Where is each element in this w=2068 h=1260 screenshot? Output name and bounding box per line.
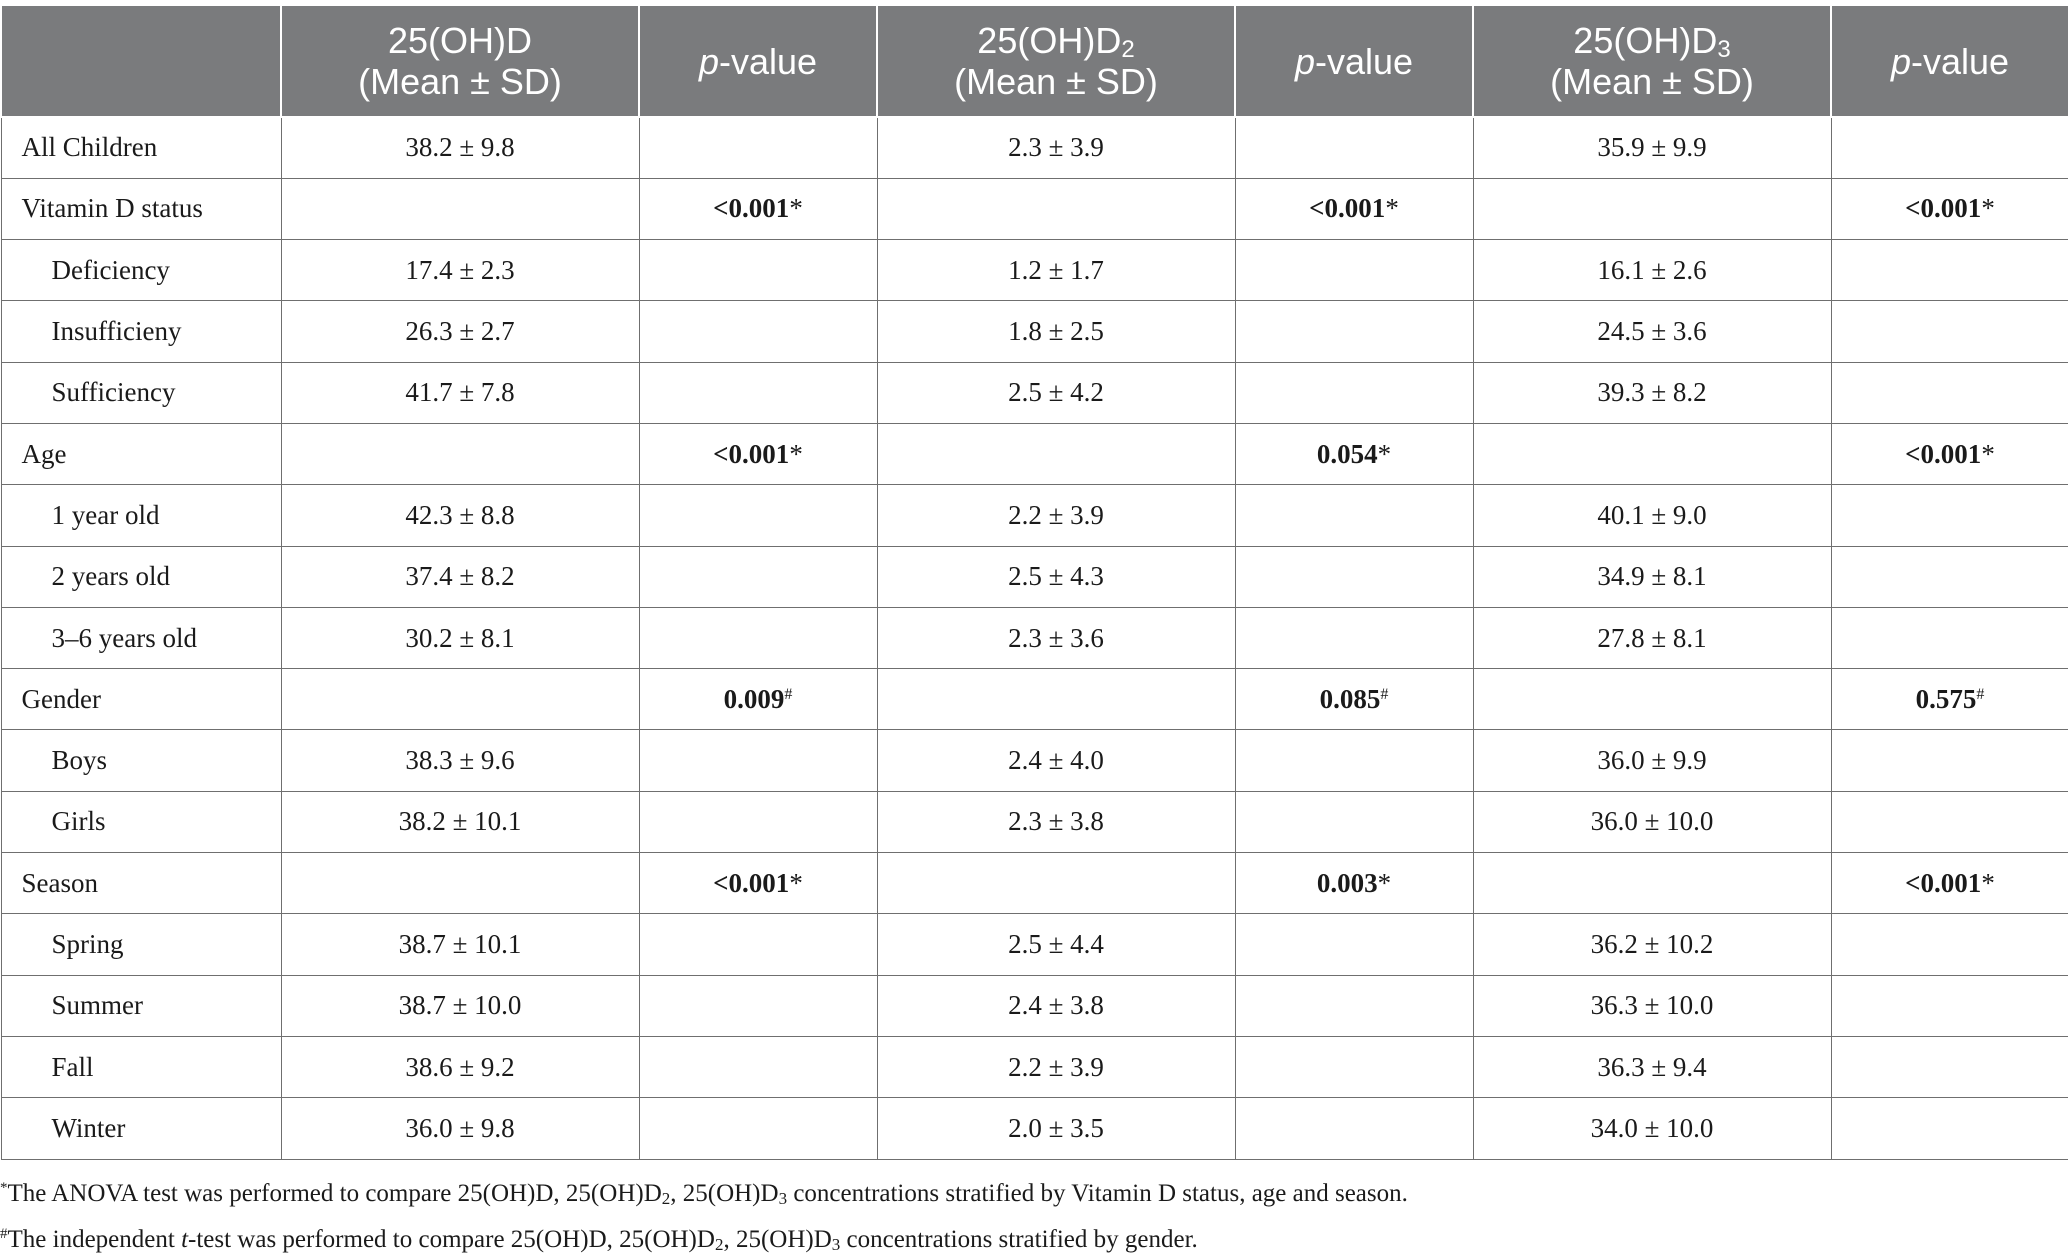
header-25ohd2-sub: 2 <box>1121 36 1135 63</box>
table-row <box>1 240 2068 301</box>
p-value-cell <box>1235 1098 1473 1159</box>
table-row <box>1 362 2068 423</box>
significance-mark: * <box>1981 867 1995 898</box>
header-25ohd2-stat: (Mean ± SD) <box>954 61 1158 102</box>
p-value: <0.001 <box>1905 438 1982 469</box>
mean-sd-cell: 26.3 ± 2.7 <box>281 301 639 362</box>
table-row <box>1 423 2068 484</box>
p-value: <0.001 <box>1905 193 1982 224</box>
mean-sd-cell: 38.7 ± 10.1 <box>281 914 639 975</box>
p-value-cell <box>1235 730 1473 791</box>
p-value-cell <box>639 485 877 546</box>
p-value-cell <box>1831 178 2068 239</box>
mean-sd-cell <box>281 178 639 239</box>
row-label: Season <box>1 853 281 914</box>
mean-sd-cell: 2.3 ± 3.8 <box>877 791 1235 852</box>
mean-sd-cell: 38.2 ± 10.1 <box>281 791 639 852</box>
mean-sd-cell: 2.5 ± 4.4 <box>877 914 1235 975</box>
p-value-cell <box>1831 485 2068 546</box>
row-label: Sufficiency <box>1 362 281 423</box>
p-value-cell <box>639 669 877 730</box>
p-value-cell <box>639 853 877 914</box>
table-row <box>1 914 2068 975</box>
p-value-cell <box>1831 730 2068 791</box>
p-value-cell <box>1235 240 1473 301</box>
p-value-cell <box>1831 975 2068 1036</box>
p-value-cell <box>639 730 877 791</box>
row-label: Girls <box>1 791 281 852</box>
p-value-cell <box>639 301 877 362</box>
mean-sd-cell: 34.0 ± 10.0 <box>1473 1098 1831 1159</box>
p-value-cell <box>1831 301 2068 362</box>
mean-sd-cell: 1.8 ± 2.5 <box>877 301 1235 362</box>
mean-sd-cell <box>281 423 639 484</box>
header-pvalue-2 <box>1235 5 1473 117</box>
mean-sd-cell: 2.4 ± 3.8 <box>877 975 1235 1036</box>
p-value-cell <box>1235 791 1473 852</box>
table-row <box>1 485 2068 546</box>
mean-sd-cell: 16.1 ± 2.6 <box>1473 240 1831 301</box>
mean-sd-cell: 27.8 ± 8.1 <box>1473 607 1831 668</box>
header-25ohd <box>281 5 639 117</box>
p-value-cell <box>639 178 877 239</box>
footnote-text: concentrations stratified by Vitamin D status, age and season. <box>787 1180 1408 1207</box>
mean-sd-cell: 36.3 ± 10.0 <box>1473 975 1831 1036</box>
header-pvalue-p: p <box>1890 40 1911 82</box>
mean-sd-cell: 41.7 ± 7.8 <box>281 362 639 423</box>
table-row <box>1 607 2068 668</box>
table-row <box>1 975 2068 1036</box>
significance-mark: * <box>789 438 803 469</box>
mean-sd-cell: 42.3 ± 8.8 <box>281 485 639 546</box>
row-label: Gender <box>1 669 281 730</box>
p-value-cell <box>639 607 877 668</box>
p-value-cell <box>1235 362 1473 423</box>
mean-sd-cell: 2.3 ± 3.9 <box>877 117 1235 178</box>
row-label: 2 years old <box>1 546 281 607</box>
row-label: 3–6 years old <box>1 607 281 668</box>
p-value-cell <box>1831 1098 2068 1159</box>
row-label: Deficiency <box>1 240 281 301</box>
p-value-cell <box>639 1098 877 1159</box>
mean-sd-cell: 34.9 ± 8.1 <box>1473 546 1831 607</box>
footnote-subscript: 3 <box>831 1235 841 1254</box>
header-pvalue-1 <box>639 5 877 117</box>
table-row <box>1 1098 2068 1159</box>
p-value: <0.001 <box>1905 867 1982 898</box>
p-value-cell <box>1235 301 1473 362</box>
table-row <box>1 730 2068 791</box>
table-row <box>1 117 2068 178</box>
header-25ohd2 <box>877 5 1235 117</box>
header-pvalue-suffix: -value <box>718 40 818 82</box>
mean-sd-cell: 38.7 ± 10.0 <box>281 975 639 1036</box>
p-value-cell <box>1235 423 1473 484</box>
p-value: 0.003 <box>1316 867 1378 898</box>
mean-sd-cell: 2.2 ± 3.9 <box>877 485 1235 546</box>
footnote-text: , 25(OH)D <box>670 1180 779 1207</box>
footnote-text: The independent <box>7 1226 182 1253</box>
footnote-anova <box>0 1168 2068 1214</box>
p-value-cell <box>1831 791 2068 852</box>
mean-sd-cell <box>1473 669 1831 730</box>
significance-mark: * <box>789 193 803 224</box>
p-value-cell <box>639 240 877 301</box>
p-value-cell <box>1235 178 1473 239</box>
p-value: 0.085 <box>1319 683 1381 714</box>
table-row <box>1 853 2068 914</box>
table-row <box>1 1036 2068 1097</box>
p-value-cell <box>1831 117 2068 178</box>
p-value-cell <box>1831 669 2068 730</box>
header-25ohd3-sub: 3 <box>1717 36 1731 63</box>
p-value-cell <box>1831 240 2068 301</box>
mean-sd-cell <box>877 423 1235 484</box>
row-label: Insufficieny <box>1 301 281 362</box>
mean-sd-cell <box>281 669 639 730</box>
footnote-subscript: 3 <box>778 1189 788 1208</box>
header-pvalue-suffix: -value <box>1910 40 2010 82</box>
table-header <box>1 5 2068 117</box>
mean-sd-cell <box>1473 423 1831 484</box>
table-row <box>1 301 2068 362</box>
footnote-text: The ANOVA test was performed to compare 25(OH)D, 25(OH)D <box>7 1180 662 1207</box>
p-value: <0.001 <box>713 867 790 898</box>
significance-mark: * <box>1981 193 1995 224</box>
mean-sd-cell <box>877 178 1235 239</box>
mean-sd-cell: 2.5 ± 4.3 <box>877 546 1235 607</box>
row-label: Fall <box>1 1036 281 1097</box>
mean-sd-cell: 2.3 ± 3.6 <box>877 607 1235 668</box>
p-value: <0.001 <box>713 438 790 469</box>
p-value-cell <box>1831 853 2068 914</box>
p-value-cell <box>1235 1036 1473 1097</box>
significance-mark: * <box>1377 438 1392 469</box>
header-25ohd3-stat: (Mean ± SD) <box>1550 61 1754 102</box>
footnote-italic: t <box>181 1226 189 1253</box>
significance-mark: * <box>789 867 803 898</box>
footnote-subscript: 2 <box>714 1235 724 1254</box>
row-label: Summer <box>1 975 281 1036</box>
p-value: <0.001 <box>713 193 790 224</box>
p-value-cell <box>1235 607 1473 668</box>
header-pvalue-p: p <box>698 40 719 82</box>
mean-sd-cell: 38.6 ± 9.2 <box>281 1036 639 1097</box>
vitamin-d-table <box>0 4 2068 1160</box>
mean-sd-cell: 30.2 ± 8.1 <box>281 607 639 668</box>
mean-sd-cell: 2.5 ± 4.2 <box>877 362 1235 423</box>
p-value: <0.001 <box>1309 193 1386 224</box>
p-value-cell <box>1235 485 1473 546</box>
header-25ohd2-base: 25(OH)D <box>977 20 1122 61</box>
row-label: Vitamin D status <box>1 178 281 239</box>
footnote-text: , 25(OH)D <box>723 1226 832 1253</box>
mean-sd-cell: 36.0 ± 9.8 <box>281 1098 639 1159</box>
mean-sd-cell: 37.4 ± 8.2 <box>281 546 639 607</box>
mean-sd-cell: 2.4 ± 4.0 <box>877 730 1235 791</box>
row-label: All Children <box>1 117 281 178</box>
footnote-symbol: * <box>0 1180 8 1196</box>
p-value-cell <box>1235 975 1473 1036</box>
significance-mark: * <box>1385 193 1399 224</box>
significance-mark: # <box>1976 685 1985 703</box>
header-pvalue-p: p <box>1294 40 1315 82</box>
mean-sd-cell: 36.2 ± 10.2 <box>1473 914 1831 975</box>
table-row <box>1 546 2068 607</box>
p-value-cell <box>1831 546 2068 607</box>
footnotes <box>0 1168 2068 1260</box>
p-value-cell <box>639 546 877 607</box>
header-row <box>1 5 2068 117</box>
table-row <box>1 791 2068 852</box>
header-blank <box>1 5 281 117</box>
mean-sd-cell: 1.2 ± 1.7 <box>877 240 1235 301</box>
mean-sd-cell <box>877 669 1235 730</box>
significance-mark: # <box>784 685 793 703</box>
mean-sd-cell <box>1473 853 1831 914</box>
significance-mark: # <box>1380 685 1389 703</box>
p-value: 0.575 <box>1915 683 1977 714</box>
header-25ohd3-base: 25(OH)D <box>1573 20 1718 61</box>
mean-sd-cell: 36.0 ± 9.9 <box>1473 730 1831 791</box>
mean-sd-cell: 39.3 ± 8.2 <box>1473 362 1831 423</box>
significance-mark: * <box>1377 867 1392 898</box>
p-value-cell <box>1831 362 2068 423</box>
footnote-subscript: 2 <box>661 1189 671 1208</box>
p-value-cell <box>1831 607 2068 668</box>
p-value-cell <box>639 914 877 975</box>
p-value-cell <box>1831 423 2068 484</box>
mean-sd-cell: 2.0 ± 3.5 <box>877 1098 1235 1159</box>
p-value-cell <box>1235 853 1473 914</box>
row-label: Winter <box>1 1098 281 1159</box>
table-row <box>1 178 2068 239</box>
p-value-cell <box>1235 669 1473 730</box>
row-label: Age <box>1 423 281 484</box>
p-value-cell <box>639 362 877 423</box>
mean-sd-cell <box>281 853 639 914</box>
mean-sd-cell: 38.3 ± 9.6 <box>281 730 639 791</box>
p-value-cell <box>1831 914 2068 975</box>
row-label: 1 year old <box>1 485 281 546</box>
p-value-cell <box>639 975 877 1036</box>
mean-sd-cell <box>1473 178 1831 239</box>
p-value-cell <box>639 791 877 852</box>
mean-sd-cell: 40.1 ± 9.0 <box>1473 485 1831 546</box>
table-row <box>1 669 2068 730</box>
mean-sd-cell: 36.3 ± 9.4 <box>1473 1036 1831 1097</box>
mean-sd-cell: 24.5 ± 3.6 <box>1473 301 1831 362</box>
p-value-cell <box>639 1036 877 1097</box>
p-value-cell <box>1235 117 1473 178</box>
mean-sd-cell: 17.4 ± 2.3 <box>281 240 639 301</box>
header-25ohd-stat: (Mean ± SD) <box>358 61 562 102</box>
results-table-container <box>0 4 2068 1160</box>
row-label: Spring <box>1 914 281 975</box>
p-value-cell <box>1831 1036 2068 1097</box>
footnote-text: concentrations stratified by gender. <box>840 1226 1198 1253</box>
mean-sd-cell: 36.0 ± 10.0 <box>1473 791 1831 852</box>
mean-sd-cell: 35.9 ± 9.9 <box>1473 117 1831 178</box>
mean-sd-cell: 2.2 ± 3.9 <box>877 1036 1235 1097</box>
p-value-cell <box>639 423 877 484</box>
header-25ohd3 <box>1473 5 1831 117</box>
p-value-cell <box>1235 546 1473 607</box>
table-body <box>1 117 2068 1159</box>
header-25ohd-title: 25(OH)D <box>387 20 533 61</box>
mean-sd-cell <box>877 853 1235 914</box>
footnote-text: -test was performed to compare 25(OH)D, 25(OH)D <box>188 1226 715 1253</box>
p-value-cell <box>1235 914 1473 975</box>
mean-sd-cell: 38.2 ± 9.8 <box>281 117 639 178</box>
header-pvalue-3 <box>1831 5 2068 117</box>
significance-mark: * <box>1981 438 1995 469</box>
p-value: 0.054 <box>1316 438 1378 469</box>
p-value-cell <box>639 117 877 178</box>
footnote-symbol: # <box>0 1226 8 1242</box>
p-value: 0.009 <box>723 683 785 714</box>
row-label: Boys <box>1 730 281 791</box>
header-pvalue-suffix: -value <box>1314 40 1414 82</box>
footnote-ttest <box>0 1214 2068 1260</box>
